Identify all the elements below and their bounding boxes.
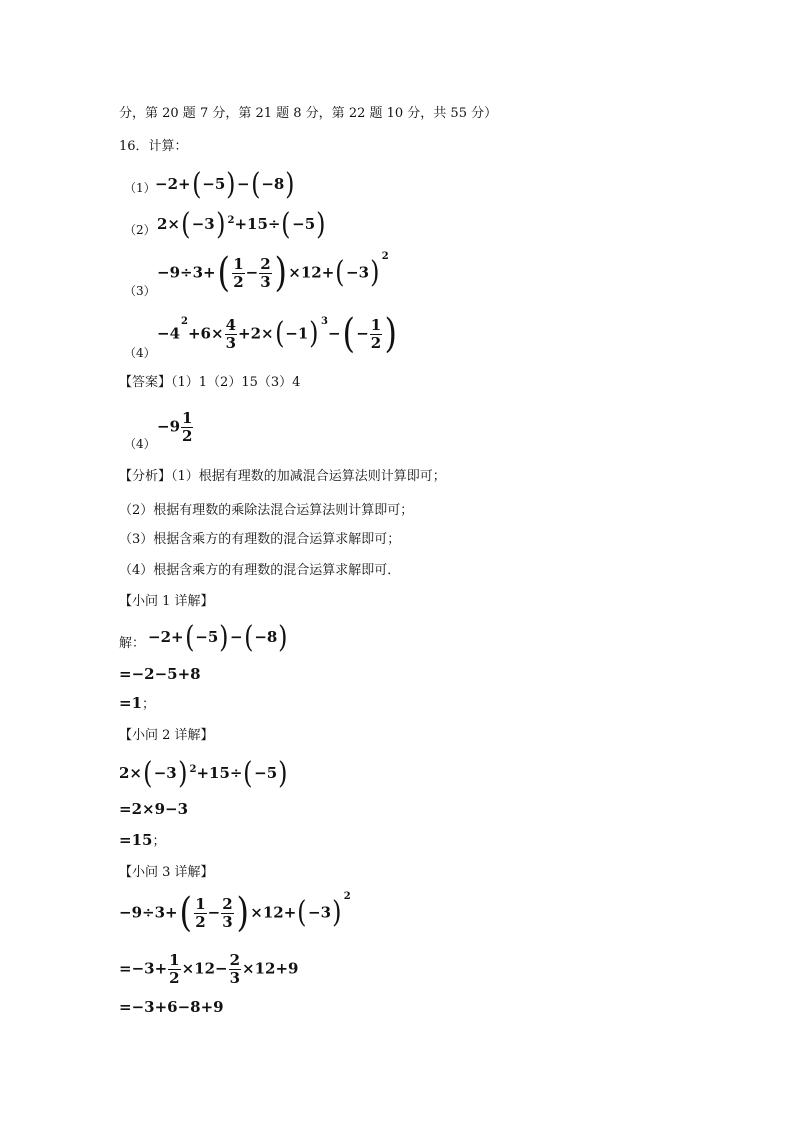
question-title: 16．计算： (119, 139, 188, 154)
answer-item4-value: −9 $\frac{1}{2}$ (157, 409, 193, 445)
expr-q4: $-4^2+6\times$ $\frac{4}{3}$ +2×(−1) $^3$−( − $\frac{1}{2}$ ) (157, 311, 398, 357)
analysis-line-1: 【分析】（1）根据有理数的加减混合运算法则计算即可； (119, 469, 446, 484)
expr-q3: −9÷3+( $\frac{1}{2}$ − $\frac{2}{3}$ ) ×12+(−3) $^2$ (157, 250, 389, 296)
item-label-2: （2） (124, 223, 156, 237)
analysis-line-3: （3）根据含乘方的有理数的混合运算求解即可； (119, 532, 401, 547)
expr-q1: −2+(−5)−(−8) (155, 167, 295, 202)
detail2-step-1: 2×(−3) $^2$+15÷(−5) (119, 756, 288, 791)
detail3-step-3: =−3+6−8+9 (119, 998, 224, 1016)
detail2-step-3 (119, 833, 165, 848)
expr-q2: 2×(−3) $^2$+15÷(−5) (157, 207, 326, 242)
detail3-step-2: =−3+ $\frac{1}{2}$ ×12− $\frac{2}{3}$ ×12+9 (119, 951, 299, 987)
item-label-4: （4） (124, 346, 156, 360)
detail1-step-3 (119, 696, 155, 711)
header-line: 分，第 20 题 7 分，第 21 题 8 分，第 22 题 10 分，共 55 分） (119, 106, 498, 121)
answer-heading: 【答案】（1）1（2）15（3）4 (119, 375, 301, 390)
detail2-step-end: ； (152, 834, 166, 849)
detail1-step-1: −2+(−5)−(−8) (148, 620, 288, 655)
detail2-step-2: =2×9−3 (119, 800, 189, 818)
detail3-step-1: −9÷3+( $\frac{1}{2}$ − $\frac{2}{3}$ ) ×12+(−3) $^2$ (119, 890, 351, 936)
detail2-step-3-value: =15 (119, 831, 153, 849)
answer-item4-label: （4） (124, 437, 156, 451)
detail1-step-end: ； (142, 697, 156, 712)
detail1-step-3-value: =1 (119, 694, 143, 712)
item-label-1: （1） (124, 181, 156, 195)
detail1-prefix: 解： (119, 636, 146, 651)
analysis-line-2: （2）根据有理数的乘除法混合运算法则计算即可； (119, 503, 414, 518)
item-label-3: （3） (124, 284, 156, 298)
detail1-heading: 【小问 1 详解】 (119, 594, 214, 609)
detail2-heading: 【小问 2 详解】 (119, 728, 214, 743)
detail1-step-2: =−2−5+8 (119, 665, 201, 683)
analysis-line-4: （4）根据含乘方的有理数的混合运算求解即可． (119, 563, 401, 578)
detail3-heading: 【小问 3 详解】 (119, 865, 214, 880)
